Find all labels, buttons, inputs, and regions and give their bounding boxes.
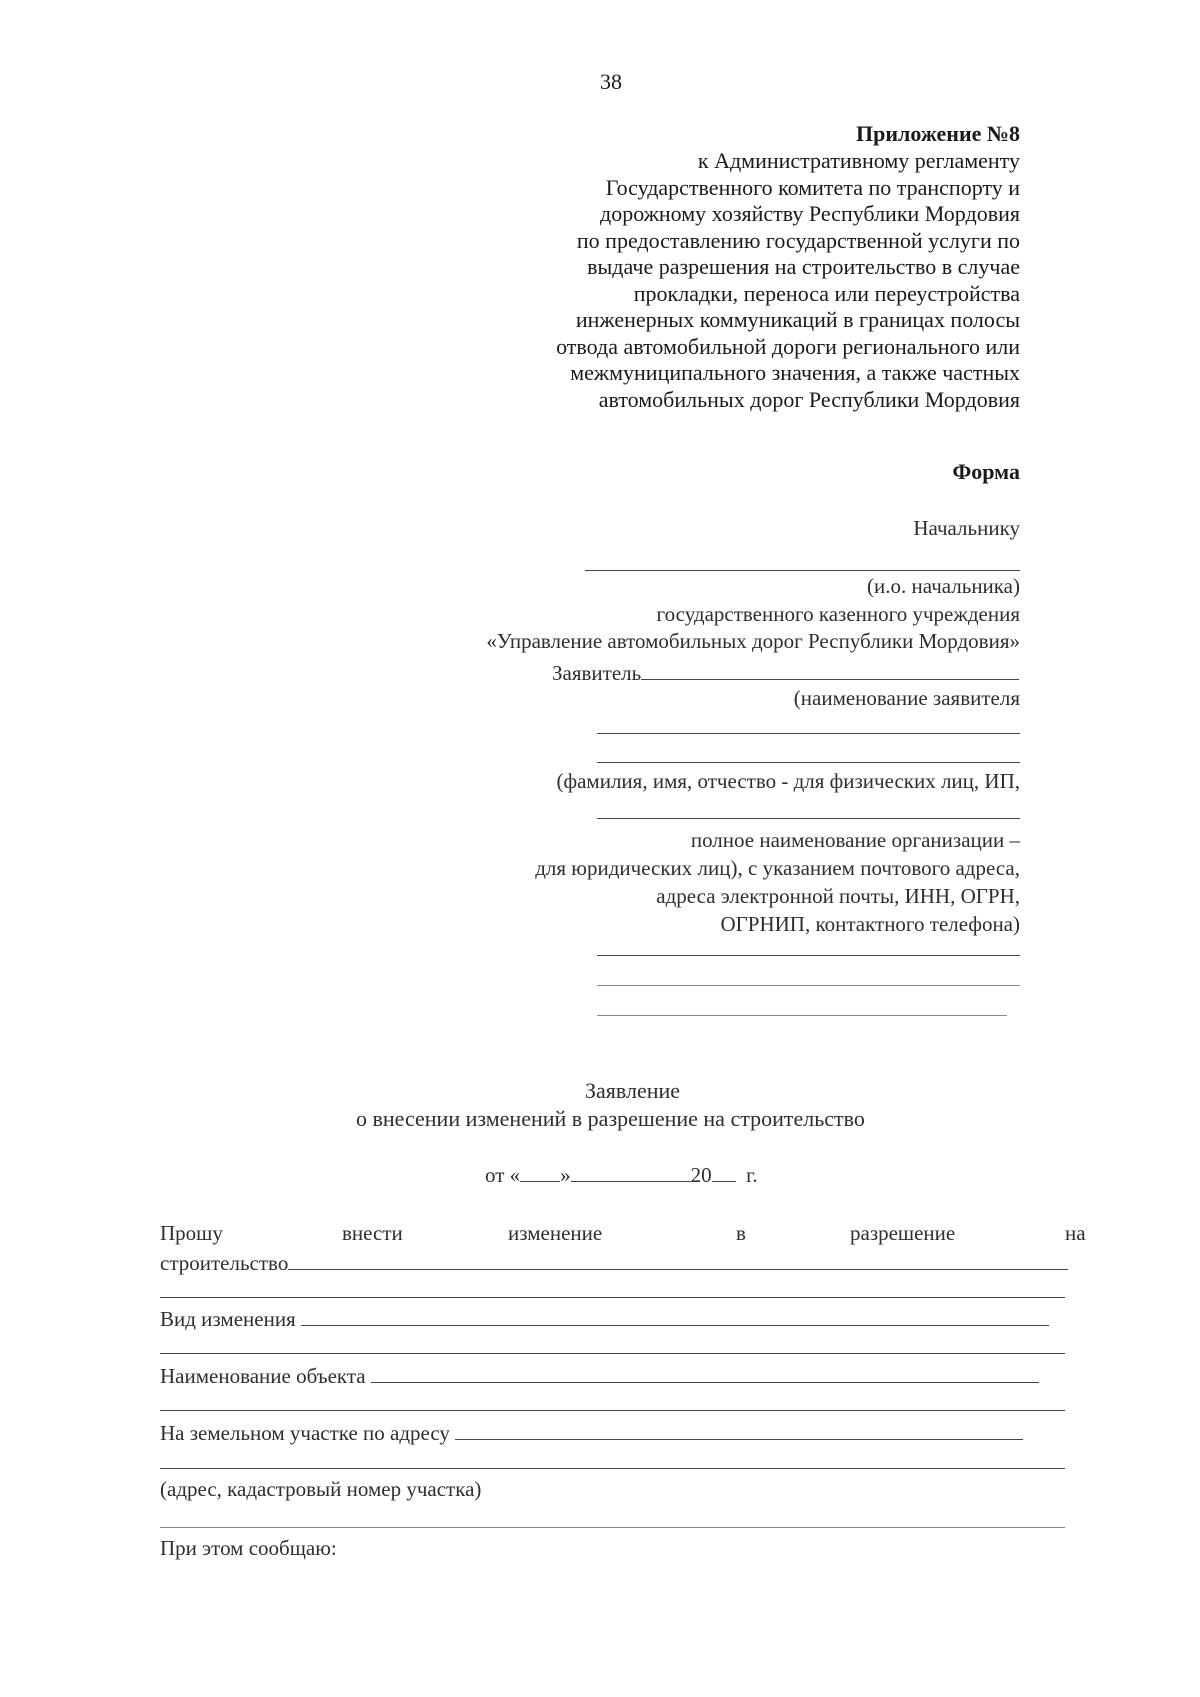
request-word-2: внести <box>342 1221 403 1245</box>
applicant-line-2[interactable] <box>597 762 1020 763</box>
org-hint-line-4: ОГРНИП, контактного телефона) <box>720 912 1020 936</box>
applicant-row <box>552 657 1019 687</box>
request-cont: строительство <box>160 1251 289 1275</box>
land-plot-field[interactable] <box>455 1417 1023 1440</box>
appendix-title: Приложение №8 <box>856 121 1020 146</box>
request-field[interactable] <box>288 1247 1068 1270</box>
page-number: 38 <box>600 69 622 94</box>
org-hint-line-3: адреса электронной почты, ИНН, ОГРН, <box>656 884 1020 908</box>
date-prefix: от « <box>485 1163 521 1187</box>
request-word-1: Прошу <box>160 1221 223 1245</box>
date-year: 20 <box>690 1163 712 1187</box>
land-plot-row <box>160 1417 1023 1447</box>
land-plot-label: На земельном участке по адресу <box>160 1421 450 1445</box>
appendix-description-line-6: прокладки, переноса или переустройства <box>633 280 1020 306</box>
institution-line2: «Управление автомобильных дорог Республики Мордовия» <box>486 629 1020 653</box>
change-type-row <box>160 1303 1049 1333</box>
applicant-line-6[interactable] <box>597 1015 1007 1016</box>
addressee-to: Начальнику <box>913 516 1020 540</box>
request-word-4: в <box>736 1221 746 1245</box>
appendix-description-line-8: отвода автомобильной дороги регионального или <box>556 333 1020 359</box>
date-year-field[interactable] <box>712 1161 736 1182</box>
date-day-field[interactable] <box>520 1161 560 1182</box>
applicant-label: Заявитель <box>552 661 642 685</box>
applicant-line-4[interactable] <box>597 955 1020 956</box>
object-name-line-2[interactable] <box>160 1410 1065 1411</box>
request-word-6: на <box>1065 1221 1086 1245</box>
statement-subtitle: о внесении изменений в разрешение на строительство <box>356 1106 865 1131</box>
object-name-row <box>160 1360 1039 1390</box>
notice-label: При этом сообщаю: <box>160 1536 337 1560</box>
appendix-description-line-5: выдаче разрешения на строительство в случае <box>587 254 1020 279</box>
appendix-description-line-3: дорожному хозяйству Республики Мордовия <box>600 201 1020 226</box>
applicant-line-5[interactable] <box>597 985 1020 986</box>
appendix-description-line-9: межмуниципального значения, а также частных <box>570 360 1020 385</box>
person-hint: (фамилия, имя, отчество - для физических лиц, ИП, <box>556 769 1020 793</box>
land-plot-line-2[interactable] <box>160 1468 1065 1469</box>
appendix-description-line-4: по предоставлению государственной услуги по <box>576 227 1020 253</box>
applicant-field[interactable] <box>641 657 1019 680</box>
object-name-label: Наименование объекта <box>160 1364 366 1388</box>
appendix-description-line-1: к Административному регламенту <box>697 148 1020 173</box>
form-label: Форма <box>952 459 1020 484</box>
applicant-line-1[interactable] <box>597 733 1020 734</box>
appendix-description-line-2: Государственного комитета по транспорту и <box>605 174 1020 200</box>
appendix-description <box>556 148 1020 413</box>
change-type-field[interactable] <box>301 1303 1049 1326</box>
change-type-label: Вид изменения <box>160 1307 296 1331</box>
acting-hint: (и.о. начальника) <box>867 574 1020 598</box>
request-word-3: изменение <box>508 1221 603 1245</box>
institution-line1: государственного казенного учреждения <box>656 602 1020 626</box>
request-cont-row <box>160 1247 1068 1277</box>
address-line[interactable] <box>160 1527 1065 1528</box>
address-hint: (адрес, кадастровый номер участка) <box>160 1477 482 1501</box>
addressee-name-line[interactable] <box>585 570 1020 571</box>
applicant-hint: (наименование заявителя <box>793 686 1020 710</box>
org-hint-line-2: для юридических лиц), с указанием почтового адреса, <box>535 856 1020 880</box>
appendix-description-line-10: автомобильных дорог Республики Мордовия <box>598 386 1020 412</box>
date-suffix: г. <box>746 1163 758 1187</box>
statement-title: Заявление <box>585 1078 681 1103</box>
appendix-description-line-7: инженерных коммуникаций в границах полосы <box>575 307 1020 332</box>
org-hint-line-1: полное наименование организации – <box>690 828 1020 852</box>
org-hint <box>535 826 1020 938</box>
date-mid: » <box>560 1163 571 1187</box>
request-word-5: разрешение <box>850 1221 956 1245</box>
date-row <box>485 1161 758 1189</box>
applicant-line-3[interactable] <box>597 818 1020 819</box>
object-name-field[interactable] <box>371 1360 1039 1383</box>
date-month-field[interactable] <box>571 1161 691 1182</box>
change-type-line-2[interactable] <box>160 1353 1065 1354</box>
request-line-2[interactable] <box>160 1297 1065 1298</box>
